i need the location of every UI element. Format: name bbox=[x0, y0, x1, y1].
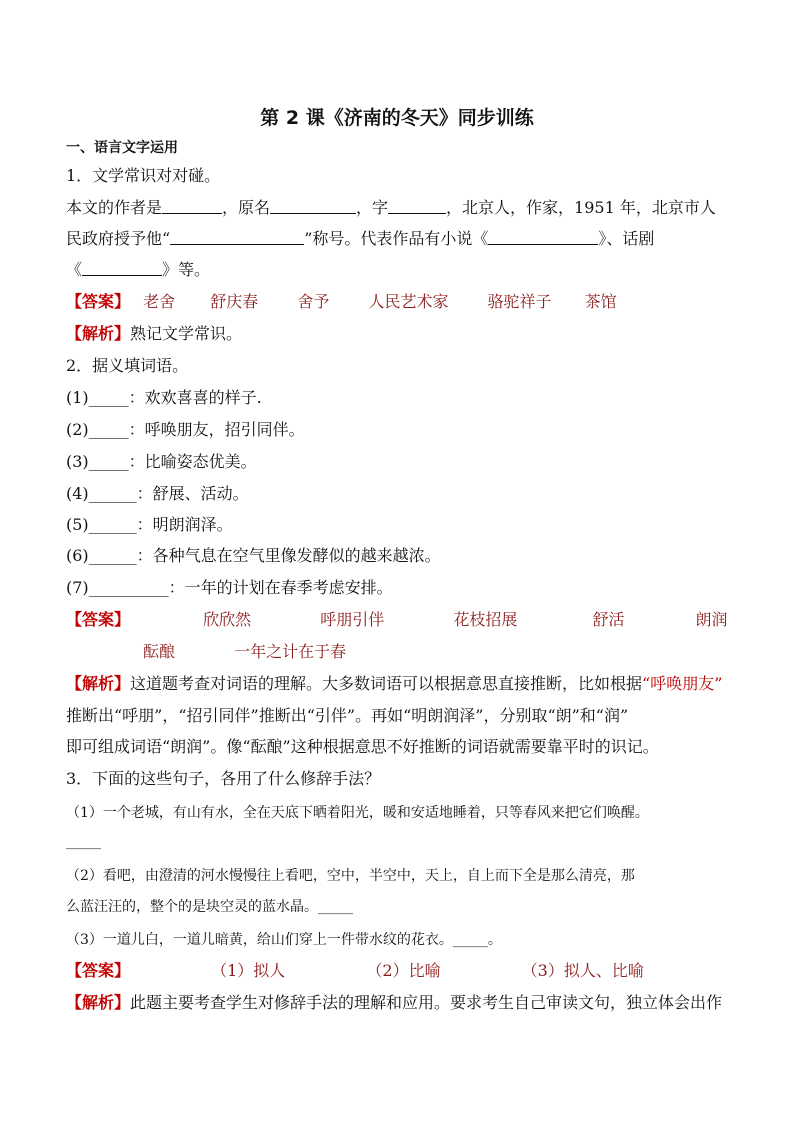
item-text: ：舒展、活动。 bbox=[136, 484, 249, 503]
fill-blank[interactable] bbox=[270, 198, 356, 214]
fill-blank[interactable]: _____ bbox=[88, 388, 129, 407]
section-heading: 一、语言文字运用 bbox=[66, 140, 178, 156]
fill-blank[interactable]: ______ bbox=[88, 515, 137, 534]
answer-item: （2）比喻 bbox=[366, 961, 441, 980]
fill-blank[interactable]: _____ bbox=[88, 420, 129, 439]
fill-blank[interactable] bbox=[170, 229, 304, 245]
item-text: ：各种气息在空气里像发酵似的越来越浓。 bbox=[136, 546, 441, 565]
fill-blank[interactable] bbox=[82, 260, 162, 276]
q1-text: 》、话剧 bbox=[598, 229, 655, 248]
item-number: (4) bbox=[66, 484, 89, 503]
q1-text: ，字 bbox=[356, 198, 389, 217]
question-2-stem: 2．据义填词语。 bbox=[66, 356, 189, 375]
item-number: (2) bbox=[66, 420, 89, 439]
answer-item: （1）拟人 bbox=[211, 961, 286, 980]
fill-blank[interactable]: _____ bbox=[88, 452, 129, 471]
fill-blank[interactable]: __________ bbox=[88, 578, 169, 597]
question-2-item bbox=[66, 578, 728, 598]
item-text: ：呼唤朋友，招引同伴。 bbox=[128, 420, 305, 439]
question-2-item bbox=[66, 452, 728, 472]
q1-text: 》等。 bbox=[162, 260, 211, 279]
answer-tag: 【答案】 bbox=[66, 961, 131, 980]
answer-item: 老舍 bbox=[143, 292, 176, 311]
item-text: ：明朗润泽。 bbox=[136, 515, 233, 534]
question-3-sentence-2: （2）看吧，由澄清的河水慢慢往上看吧，空中，半空中，天上，自上而下全是那么清亮，那 bbox=[66, 868, 635, 884]
item-number: (5) bbox=[66, 515, 89, 534]
fill-blank[interactable]: ______ bbox=[88, 546, 137, 565]
question-2-analysis bbox=[66, 674, 728, 694]
answer-item: 骆驼祥子 bbox=[487, 292, 552, 311]
question-2-item bbox=[66, 388, 728, 408]
document-title: 第 2 课《济南的冬天》同步训练 bbox=[260, 107, 534, 129]
question-1-answer bbox=[66, 292, 728, 312]
analysis-text: 此题主要考查学生对修辞手法的理解和应用。要求考生自己审读文句，独立体会出作 bbox=[130, 993, 723, 1012]
question-2-answer-row-2 bbox=[66, 642, 728, 662]
q1-text: 民政府授予他“ bbox=[66, 229, 171, 248]
question-2-item bbox=[66, 484, 728, 504]
fill-blank[interactable]: _____ bbox=[66, 834, 101, 850]
answer-tag: 【答案】 bbox=[66, 292, 131, 311]
answer-item: 朗润 bbox=[695, 610, 728, 629]
question-2-answer bbox=[66, 610, 728, 630]
question-1-line-1 bbox=[66, 198, 728, 218]
fill-blank[interactable]: _____ bbox=[318, 899, 353, 915]
answer-item: 人民艺术家 bbox=[368, 292, 449, 311]
analysis-tag: 【解析】 bbox=[66, 674, 131, 693]
fill-blank[interactable] bbox=[388, 198, 446, 214]
fill-blank[interactable]: ______ bbox=[88, 484, 137, 503]
answer-item: 酝酿 bbox=[143, 642, 176, 661]
q1-text: 《 bbox=[66, 260, 83, 279]
analysis-highlight: “呼唤朋友” bbox=[642, 674, 723, 693]
analysis-tag: 【解析】 bbox=[66, 324, 131, 343]
analysis-text: 这道题考查对词语的理解。大多数词语可以根据意思直接推断，比如根据 bbox=[130, 674, 643, 693]
analysis-text-line: 即可组成词语“朗润”。像“酝酿”这种根据意思不好推断的词语就需要靠平时的识记。 bbox=[66, 737, 659, 756]
answer-item: 花枝招展 bbox=[453, 610, 518, 629]
analysis-text: 熟记文学常识。 bbox=[130, 324, 243, 343]
answer-item: 舒活 bbox=[592, 610, 625, 629]
item-number: (1) bbox=[66, 388, 89, 407]
item-number: (6) bbox=[66, 546, 89, 565]
sentence-text: 么蓝汪汪的，整个的是块空灵的蓝水晶。 bbox=[66, 899, 318, 915]
answer-item: 一年之计在于春 bbox=[234, 642, 347, 661]
question-3-analysis bbox=[66, 993, 728, 1013]
question-2-item bbox=[66, 420, 728, 440]
sentence-end: 。 bbox=[487, 932, 502, 948]
question-3-stem: 3．下面的这些句子，各用了什么修辞手法？ bbox=[66, 769, 381, 788]
fill-blank[interactable] bbox=[162, 198, 222, 214]
answer-item: 呼朋引伴 bbox=[320, 610, 385, 629]
analysis-text-line: 推断出“呼朋”，“招引同伴”推断出“引伴”。再如“明朗润泽”，分别取“朗”和“润” bbox=[66, 706, 629, 725]
q1-text: 本文的作者是 bbox=[66, 198, 163, 217]
item-text: ：比喻姿态优美。 bbox=[128, 452, 257, 471]
answer-item: 舍予 bbox=[297, 292, 330, 311]
q1-text: ，原名 bbox=[222, 198, 271, 217]
question-3-sentence-3 bbox=[66, 930, 728, 950]
question-3-sentence-1: （1）一个老城，有山有水，全在天底下晒着阳光，暖和安适地睡着，只等春风来把它们唤醒。 bbox=[66, 805, 649, 821]
answer-item: 舒庆春 bbox=[210, 292, 259, 311]
item-text: ：欢欢喜喜的样子. bbox=[128, 388, 262, 407]
question-2-item bbox=[66, 515, 728, 535]
q1-text: ”称号。代表作品有小说《 bbox=[304, 229, 489, 248]
answer-item: 欣欣然 bbox=[203, 610, 252, 629]
item-text: ：一年的计划在春季考虑安排。 bbox=[168, 578, 393, 597]
question-3-sentence-2-cont bbox=[66, 897, 728, 917]
answer-tag: 【答案】 bbox=[66, 610, 131, 629]
question-1-line-2 bbox=[66, 229, 728, 249]
question-2-item bbox=[66, 546, 728, 566]
answer-item: 茶馆 bbox=[584, 292, 617, 311]
answer-item: （3）拟人、比喻 bbox=[521, 961, 644, 980]
question-1-stem: 1．文学常识对对碰。 bbox=[66, 166, 221, 185]
question-1-line-3 bbox=[66, 260, 728, 280]
fill-blank[interactable]: _____ bbox=[452, 932, 488, 948]
question-1-analysis bbox=[66, 324, 728, 344]
item-number: (7) bbox=[66, 578, 89, 597]
question-3-answer bbox=[66, 961, 728, 981]
fill-blank[interactable] bbox=[488, 229, 598, 245]
item-number: (3) bbox=[66, 452, 89, 471]
sentence-text: （3）一道儿白，一道儿暗黄，给山们穿上一件带水纹的花衣。 bbox=[66, 932, 453, 948]
analysis-tag: 【解析】 bbox=[66, 993, 131, 1012]
q1-text: ，北京人，作家，1951 年，北京市人 bbox=[446, 198, 716, 217]
